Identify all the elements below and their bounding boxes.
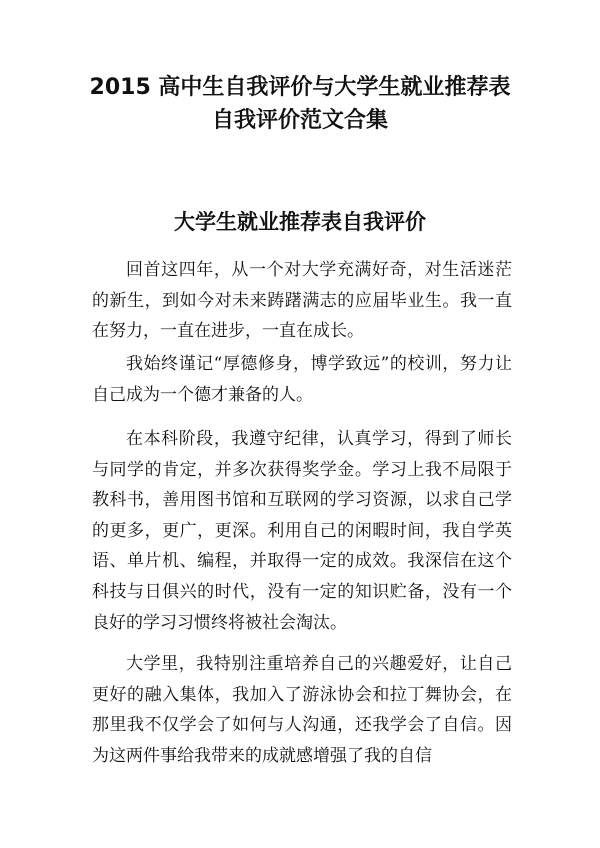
paragraph-4: 大学里，我特别注重培养自己的兴趣爱好，让自己更好的融入集体，我加入了游泳协会和拉丁舞协会，在那里我不仅学会了如何与人沟通，还我学会了自信。因为这两件事给我带来的成就感增强了我的自信 (92, 654, 512, 766)
paragraph-3: 在本科阶段，我遵守纪律，认真学习，得到了师长与同学的肯定，并多次获得奖学金。学习上我不局限于教科书，善用图书馆和互联网的学习资源，以求自己学的更多，更广，更深。利用自己的闲暇时间，我自学英语、单片机、编程，并取得一定的成效。我深信在这个科技与日俱兴的时代，没有一定的知识贮备，没有一个良好的学习习惯终将被社会淘汰。 (92, 429, 512, 633)
document-title-line1: 2015 高中生自我评价与大学生就业推荐表 (89, 75, 511, 100)
document-title-line2: 自我评价范文合集 (211, 108, 388, 133)
section-title: 大学生就业推荐表自我评价 (174, 210, 426, 234)
paragraph-2: 我始终谨记“厚德修身，博学致远”的校训，努力让自己成为一个德才兼备的人。 (92, 354, 512, 405)
paragraph-1: 回首这四年，从一个对大学充满好奇，对生活迷茫的新生，到如今对未来踌躇满志的应届毕业生。我一直在努力，一直在进步，一直在成长。 (92, 260, 512, 342)
